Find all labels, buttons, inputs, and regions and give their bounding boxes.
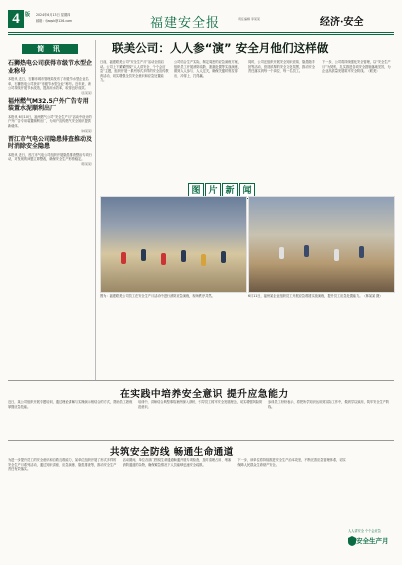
section-title: 经济·安全 [320,17,364,28]
photo-figure [304,245,309,257]
brief-title: 晋江市气电公司隐患排查推动及时消除安全隐患 [8,135,93,151]
label-char: 片 [205,183,221,199]
brief-byline: （张某某） [78,90,94,95]
photo-figure [334,249,339,261]
logo-slogan: 人人讲安全 个个会应急 [348,529,381,533]
safety-month-logo [348,528,394,558]
photo-figure [359,246,364,258]
photo-figure [161,253,166,265]
main-headline: 联美公司：人人参“演” 安全月他们这样做 [112,41,329,55]
brief-body: 本报讯 6月10日，福州燃气公司“安全生产月”活动中设计的户外广告专用装置顺利出厂，为用户宣传燃气安全知识提供新载体。 [8,114,92,128]
article-column: 同时，公司还组织开展安全知识竞赛、隐患随手拍等活动，营造浓厚的安全文化氛围，推动安全责任落实到每一个岗位、每一名员工。 [248,60,315,74]
photo-figure [121,252,126,264]
article-column: 下一步，公司将持续强化安全管理，以“安全生产月”为契机，扎实推进各项安全措施落地见效，为企业高质量发展筑牢安全防线。（联美） [322,60,391,74]
feature-headline: 在实践中培养安全意识 提升应急能力 [120,389,289,400]
page-number: 4 [8,10,24,28]
brief-byline: （林某某） [78,128,94,133]
news-photo-rescue [248,196,395,293]
column-divider [95,40,96,380]
article-column: 公司结合生产实际，制定周密的应急演练方案，组织员工开展消防疏散、泄漏处置等实战演练，做到人人参与、人人过关，确保关键时刻拉得出、冲得上、打得赢。 [174,60,241,78]
newspaper-title: 福建安全报 [150,16,221,31]
section-divider [8,440,394,441]
brief-title: 福州燃气M32.5户外广告专用装置水泥顺利出厂 [8,97,89,113]
briefs-column [8,58,94,169]
header-rule [8,32,394,33]
header-rule-2 [8,34,394,35]
main-article-body [100,60,392,170]
feature-body [8,458,394,553]
news-photo-drill [100,196,247,293]
editor-line: 责任编辑 李某某 [238,17,260,21]
brief-body: 本报讯 近日，晋江市气电公司组织开展隐患排查整治专项行动，对发现的问题立即整改，确保安全生产形势稳定。 [8,152,92,162]
photo-figure [279,247,284,259]
label-char: 图 [188,183,204,199]
issue-date: 2024年6月13日 星期四 [36,13,71,17]
photo-figure [221,251,226,263]
feature-column: 下一步，该单位将持续推进安全生产治本攻坚，不断完善应急管理体系，切实保障人民群众生命财产安全。 [237,458,346,467]
brief-item [8,136,94,166]
brief-item [8,60,94,95]
article-column: 日前，福建联美公司“安全生产月”活动全面启动。公司上下紧紧围绕“人人讲安全、个个会应急”主题，组织开展一系列形式多样的安全宣传教育活动，切实增强全员安全意识和应急处置能力。 [100,60,169,83]
label-char: 新 [222,183,238,199]
shield-icon [348,536,356,546]
brief-byline: （陈某某） [78,161,94,166]
feature-headline: 共筑安全防线 畅通生命通道 [110,447,234,458]
label-char: 闻 [239,183,255,199]
feature-column: 活动期间，单位各部门围绕生命通道畅通开展专项检查，及时清理占用、堵塞消防通道的杂物，确保紧急情况下人员能够迅速安全疏散。 [122,458,232,467]
section-divider [8,380,394,381]
page-label: 版 [25,12,31,18]
briefs-label: 简 讯 [22,44,78,54]
contact-email: 邮箱：fjaqsk@126.com [36,19,73,23]
photo-caption: 图为：福建联美公司员工在安全生产月活动中进行消防应急演练，现场秩序井然。 [100,294,215,298]
logo-text: 安全生产月 [356,537,389,545]
photo-figure [201,254,206,266]
feature-column: 为进一步提升员工的安全意识和自救互救能力，某单位组织开展了形式多样的安全生产月系列活动，通过知识讲座、应急演练、隐患排查等，推动安全生产责任有效落实。 [8,458,117,472]
brief-body: 本报讯 近日，石狮市城市管理局发布了市级节水型企业名单，石狮热电公司获评“市级节水型企业”称号。近年来，该公司持续开展节水改造，提高用水效率，取得良好成效。 [8,77,91,91]
brief-title: 石狮热电公司获得市级节水型企业称号 [8,60,93,75]
feature-column: 参训员工纷纷表示，将把所学知识运用到实际工作中，做到学以致用，筑牢安全生产防线。 [268,400,390,409]
photo-figure [141,249,146,261]
feature-column: 培训中，讲师结合典型事故案例深入剖析，引导员工树牢安全发展理念，切实增强风险防范意识。 [138,400,263,409]
photo-caption: 6月11日，福州某企业组织员工开展应急救援实战演练，提升员工应急处置能力。（林某某 摄） [248,294,383,298]
brief-item [8,98,94,133]
photo-figure [181,250,186,262]
feature-body [8,400,394,436]
feature-column: 近日，某公司组织开展专题培训，通过理论讲解与实操演示相结合的方式，帮助员工熟练掌握应急技能。 [8,400,133,409]
